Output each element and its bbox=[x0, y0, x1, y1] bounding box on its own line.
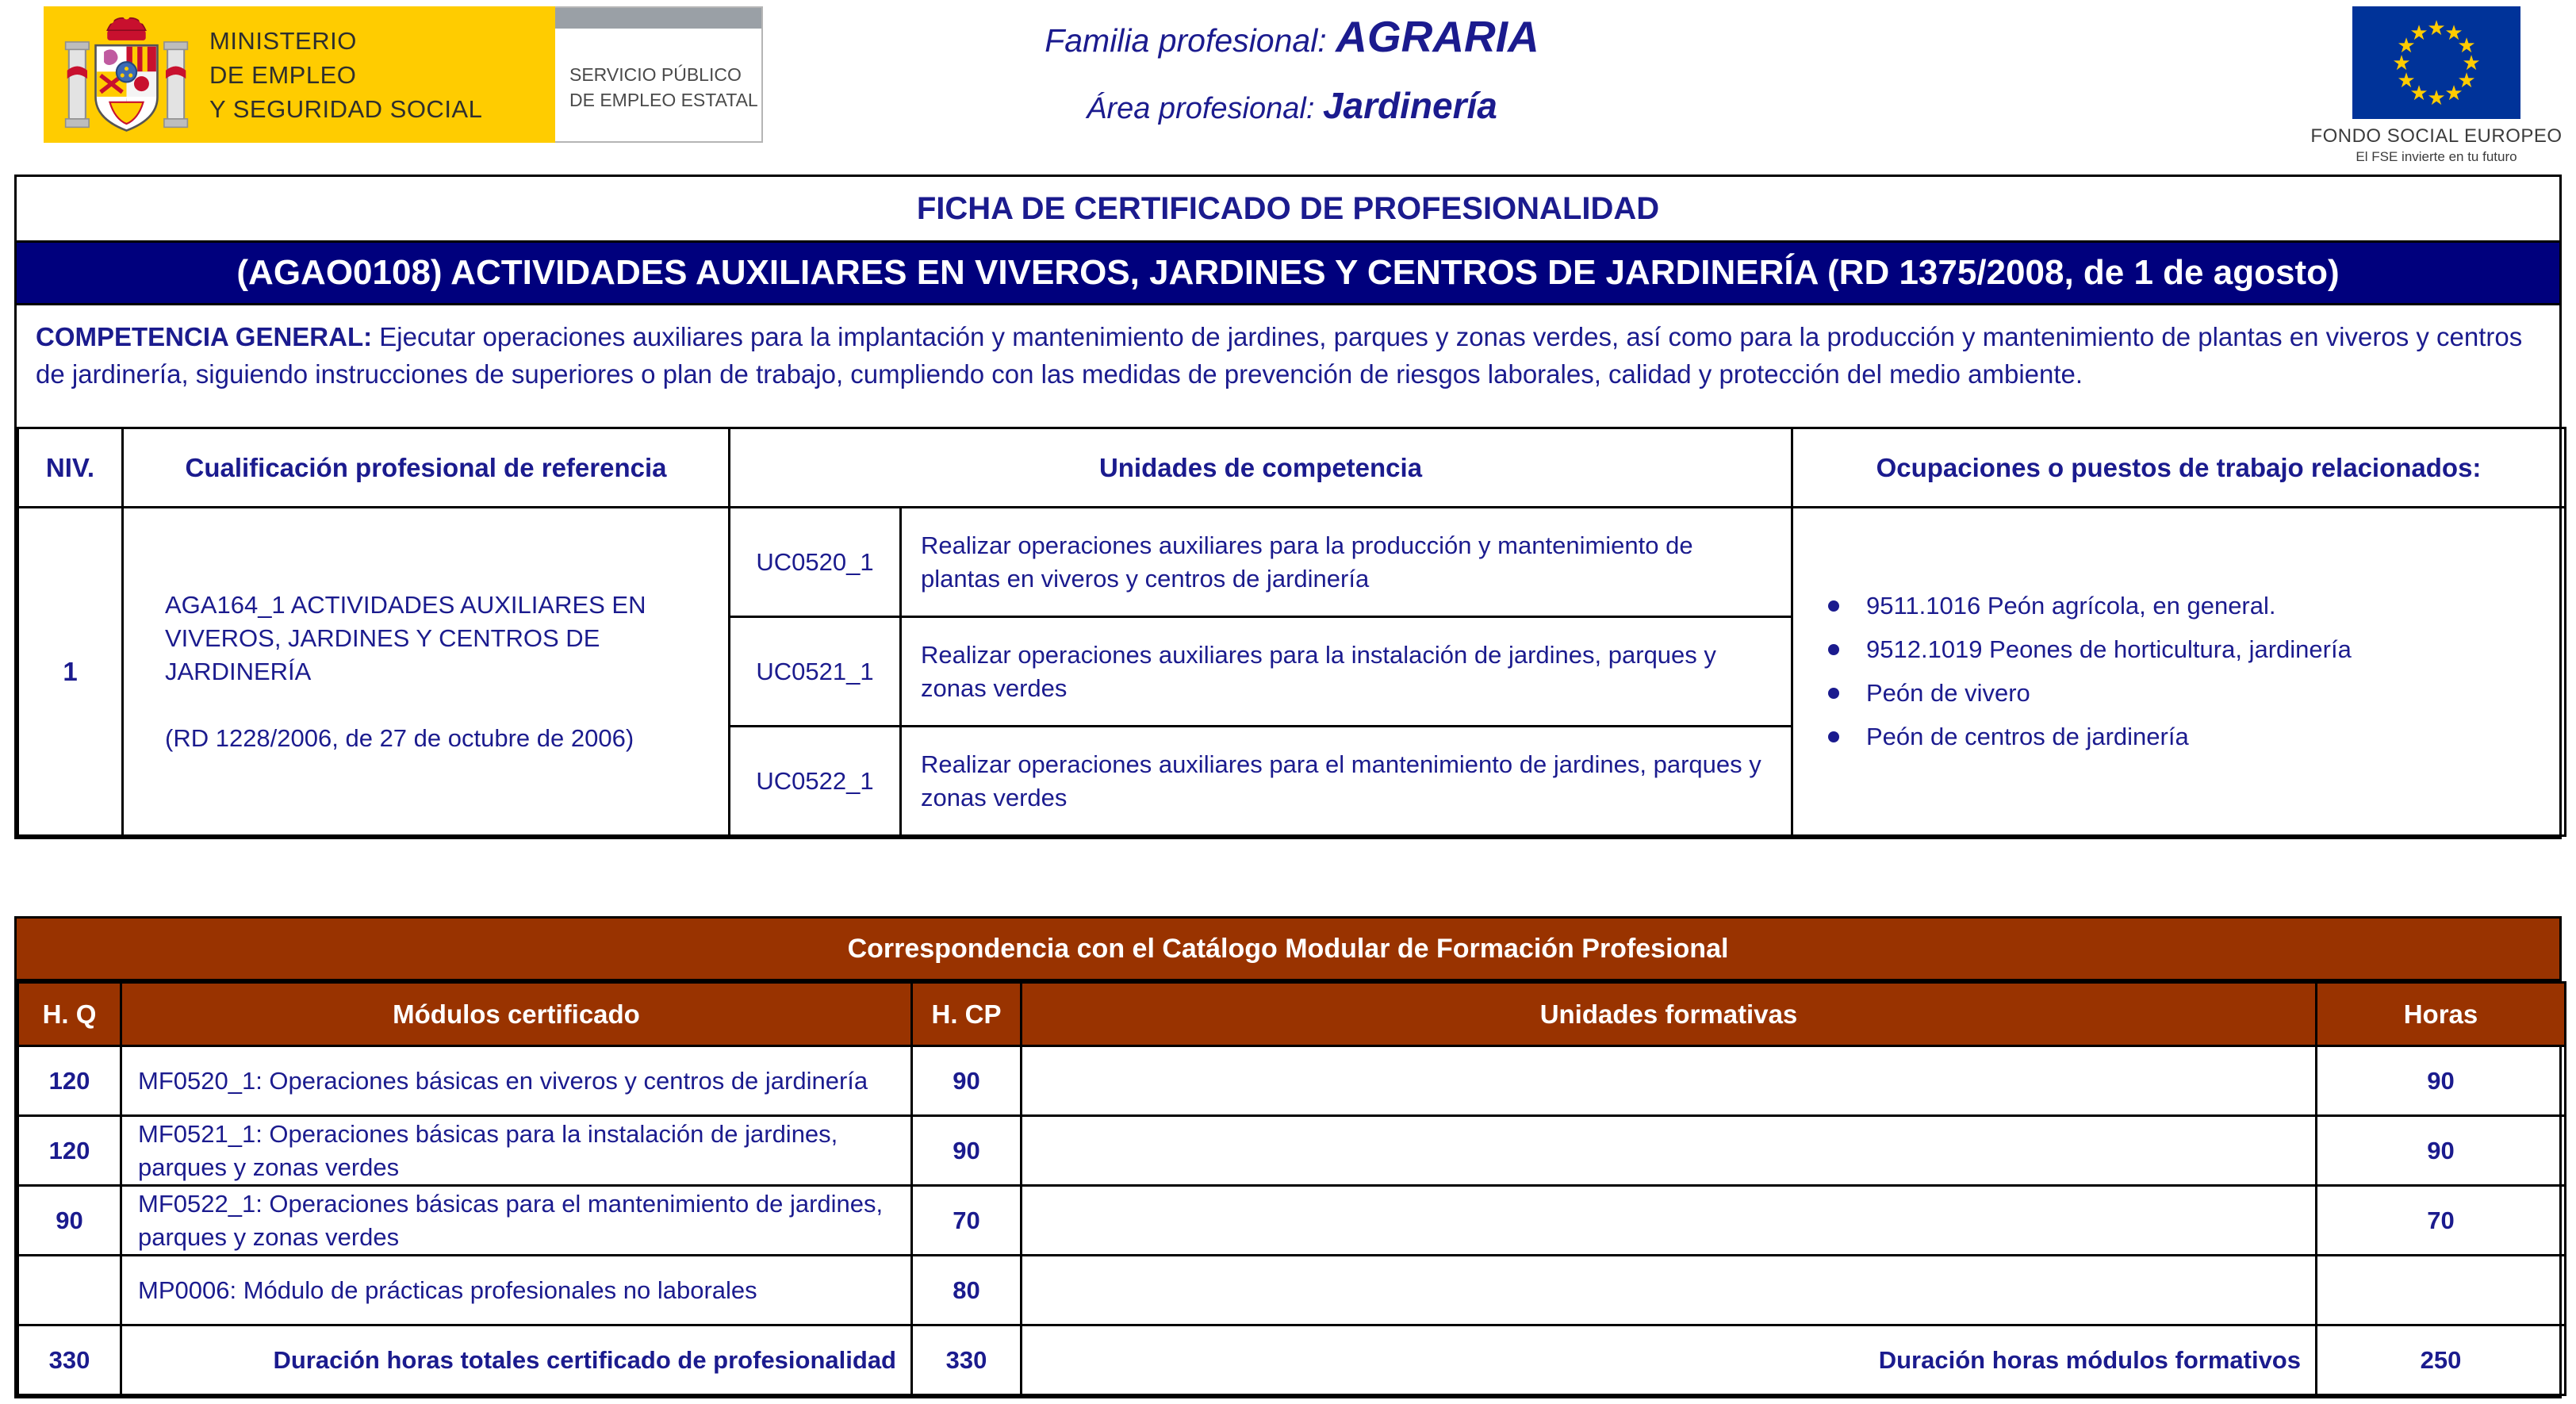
uc-row-1 bbox=[18, 508, 2566, 617]
module-row-4 bbox=[18, 1256, 2566, 1325]
svg-text:★: ★ bbox=[2427, 86, 2446, 110]
module-3-name: MF0522_1: Operaciones básicas para el mantenimiento de jardines, parques y zonas verdes bbox=[121, 1186, 912, 1256]
module-1-name: MF0520_1: Operaciones básicas en viveros y centros de jardinería bbox=[121, 1046, 912, 1116]
uc-code-3: UC0522_1 bbox=[730, 727, 901, 836]
hq-header: H. Q bbox=[18, 983, 121, 1046]
ocupacion-item-2: 9512.1019 Peones de horticultura, jardinería bbox=[1817, 634, 2564, 666]
uc-code-1: UC0520_1 bbox=[730, 508, 901, 617]
uc-desc-3: Realizar operaciones auxiliares para el mantenimiento de jardines, parques y zonas verdes bbox=[901, 727, 1792, 836]
total-label-certificate: Duración horas totales certificado de profesionalidad bbox=[121, 1325, 912, 1395]
sepe-label-line2: DE EMPLEO ESTATAL bbox=[569, 90, 758, 110]
ocupacion-item-3: Peón de vivero bbox=[1817, 677, 2564, 709]
ocupacion-item-1: 9511.1016 Peón agrícola, en general. bbox=[1817, 590, 2564, 622]
cualificacion-gap bbox=[165, 689, 687, 722]
sepe-gray-band bbox=[555, 8, 761, 29]
total-hq: 330 bbox=[18, 1325, 121, 1395]
module-1-hq: 120 bbox=[18, 1046, 121, 1116]
module-3-horas: 70 bbox=[2317, 1186, 2566, 1256]
svg-text:★: ★ bbox=[2457, 69, 2476, 93]
total-hcp: 330 bbox=[912, 1325, 1022, 1395]
modulos-header: Módulos certificado bbox=[121, 983, 912, 1046]
module-row-1 bbox=[18, 1046, 2566, 1116]
svg-text:★: ★ bbox=[2397, 69, 2416, 93]
niv-value: 1 bbox=[18, 508, 123, 836]
qualification-header-row bbox=[18, 428, 2566, 508]
qualification-table bbox=[17, 427, 2566, 837]
ficha-box bbox=[14, 175, 2562, 839]
svg-text:★: ★ bbox=[2409, 21, 2428, 45]
module-1-horas: 90 bbox=[2317, 1046, 2566, 1116]
module-row-2 bbox=[18, 1116, 2566, 1186]
module-4-hq bbox=[18, 1256, 121, 1325]
uc-code-2: UC0521_1 bbox=[730, 617, 901, 727]
area-profesional-line bbox=[891, 84, 1692, 127]
eu-flag-icon bbox=[2352, 6, 2520, 119]
module-row-3 bbox=[18, 1186, 2566, 1256]
ocupaciones-header: Ocupaciones o puestos de trabajo relacionados: bbox=[1792, 428, 2566, 508]
module-4-unidades bbox=[1022, 1256, 2317, 1325]
sepe-label-line1: SERVICIO PÚBLICO bbox=[569, 64, 742, 85]
modules-box bbox=[14, 916, 2562, 1398]
module-2-horas: 90 bbox=[2317, 1116, 2566, 1186]
cualificacion-cell bbox=[123, 508, 730, 836]
module-1-unidades bbox=[1022, 1046, 2317, 1116]
familia-value: AGRARIA bbox=[1336, 12, 1539, 61]
spain-coat-of-arms-icon bbox=[61, 12, 192, 137]
ministry-name-line1: MINISTERIO bbox=[209, 26, 357, 55]
familia-label: Familia profesional: bbox=[1045, 22, 1327, 59]
ocupacion-item-4: Peón de centros de jardinería bbox=[1817, 721, 2564, 753]
competencia-paragraph bbox=[17, 305, 2559, 427]
unidades-formativas-header: Unidades formativas bbox=[1022, 983, 2317, 1046]
competencia-text: Ejecutar operaciones auxiliares para la implantación y mantenimiento de jardines, parques y zonas verdes, así como para la producción y mantenimiento de plantas en viveros y centros de jardinería, siguiendo instrucciones de superiores o plan de trabajo, cumpliendo con las medidas de prevención de riesgos laborales, calidad y protección del medio ambiente. bbox=[36, 322, 2523, 389]
module-3-hq: 90 bbox=[18, 1186, 121, 1256]
uc-desc-1: Realizar operaciones auxiliares para la producción y mantenimiento de plantas en viveros y centros de jardinería bbox=[901, 508, 1792, 617]
ficha-title: FICHA DE CERTIFICADO DE PROFESIONALIDAD bbox=[916, 190, 1660, 226]
svg-text:★: ★ bbox=[2444, 21, 2463, 45]
svg-text:★: ★ bbox=[2392, 52, 2411, 75]
module-2-name: MF0521_1: Operaciones básicas para la instalación de jardines, parques y zonas verdes bbox=[121, 1116, 912, 1186]
module-3-unidades bbox=[1022, 1186, 2317, 1256]
sepe-box bbox=[555, 6, 763, 143]
totals-row bbox=[18, 1325, 2566, 1395]
module-4-name: MP0006: Módulo de prácticas profesionales no laborales bbox=[121, 1256, 912, 1325]
eu-social-fund-logo bbox=[2310, 6, 2563, 165]
svg-text:★: ★ bbox=[2427, 17, 2446, 40]
module-3-hcp: 70 bbox=[912, 1186, 1022, 1256]
header-titles bbox=[891, 11, 1692, 127]
ocupaciones-cell bbox=[1792, 508, 2566, 836]
eu-fund-name: FONDO SOCIAL EUROPEO bbox=[2310, 125, 2563, 147]
modules-header-row bbox=[18, 983, 2566, 1046]
hcp-header: H. CP bbox=[912, 983, 1022, 1046]
cualificacion-title: AGA164_1 ACTIVIDADES AUXILIARES EN VIVEROS, JARDINES Y CENTROS DE JARDINERÍA bbox=[165, 590, 646, 685]
module-4-horas bbox=[2317, 1256, 2566, 1325]
niv-header: NIV. bbox=[18, 428, 123, 508]
area-label: Área profesional: bbox=[1087, 92, 1315, 125]
certificate-banner: (AGAO0108) ACTIVIDADES AUXILIARES EN VIVEROS, JARDINES Y CENTROS DE JARDINERÍA (RD 1375/2008, de 1 de agosto) bbox=[17, 240, 2559, 305]
cualificacion-header: Cualificación profesional de referencia bbox=[123, 428, 730, 508]
ministry-name-line2: DE EMPLEO bbox=[209, 60, 357, 89]
modules-banner: Correspondencia con el Catálogo Modular de Formación Profesional bbox=[17, 919, 2559, 981]
module-4-hcp: 80 bbox=[912, 1256, 1022, 1325]
module-2-unidades bbox=[1022, 1116, 2317, 1186]
area-value: Jardinería bbox=[1322, 85, 1497, 126]
uc-desc-2: Realizar operaciones auxiliares para la instalación de jardines, parques y zonas verdes bbox=[901, 617, 1792, 727]
svg-text:★: ★ bbox=[2397, 34, 2416, 58]
total-label-modules: Duración horas módulos formativos bbox=[1022, 1325, 2317, 1395]
module-2-hq: 120 bbox=[18, 1116, 121, 1186]
eu-fund-slogan: El FSE invierte en tu futuro bbox=[2356, 149, 2517, 164]
ocupaciones-list bbox=[1817, 590, 2564, 753]
svg-text:★: ★ bbox=[2409, 82, 2428, 105]
competencia-label: COMPETENCIA GENERAL: bbox=[36, 322, 373, 351]
sepe-label bbox=[569, 62, 758, 113]
cualificacion-decree: (RD 1228/2006, de 27 de octubre de 2006) bbox=[165, 723, 634, 752]
ministry-name bbox=[209, 24, 482, 126]
familia-profesional-line bbox=[891, 11, 1692, 62]
unidades-competencia-header: Unidades de competencia bbox=[730, 428, 1792, 508]
svg-text:★: ★ bbox=[2444, 82, 2463, 105]
ministry-logo bbox=[44, 6, 763, 143]
total-horas: 250 bbox=[2317, 1325, 2566, 1395]
modules-table bbox=[17, 981, 2566, 1396]
ministry-name-line3: Y SEGURIDAD SOCIAL bbox=[209, 94, 483, 123]
svg-text:★: ★ bbox=[2457, 34, 2476, 58]
ministry-logo-yellow-panel bbox=[44, 6, 555, 143]
module-2-hcp: 90 bbox=[912, 1116, 1022, 1186]
svg-text:★: ★ bbox=[2462, 52, 2481, 75]
horas-header: Horas bbox=[2317, 983, 2566, 1046]
module-1-hcp: 90 bbox=[912, 1046, 1022, 1116]
